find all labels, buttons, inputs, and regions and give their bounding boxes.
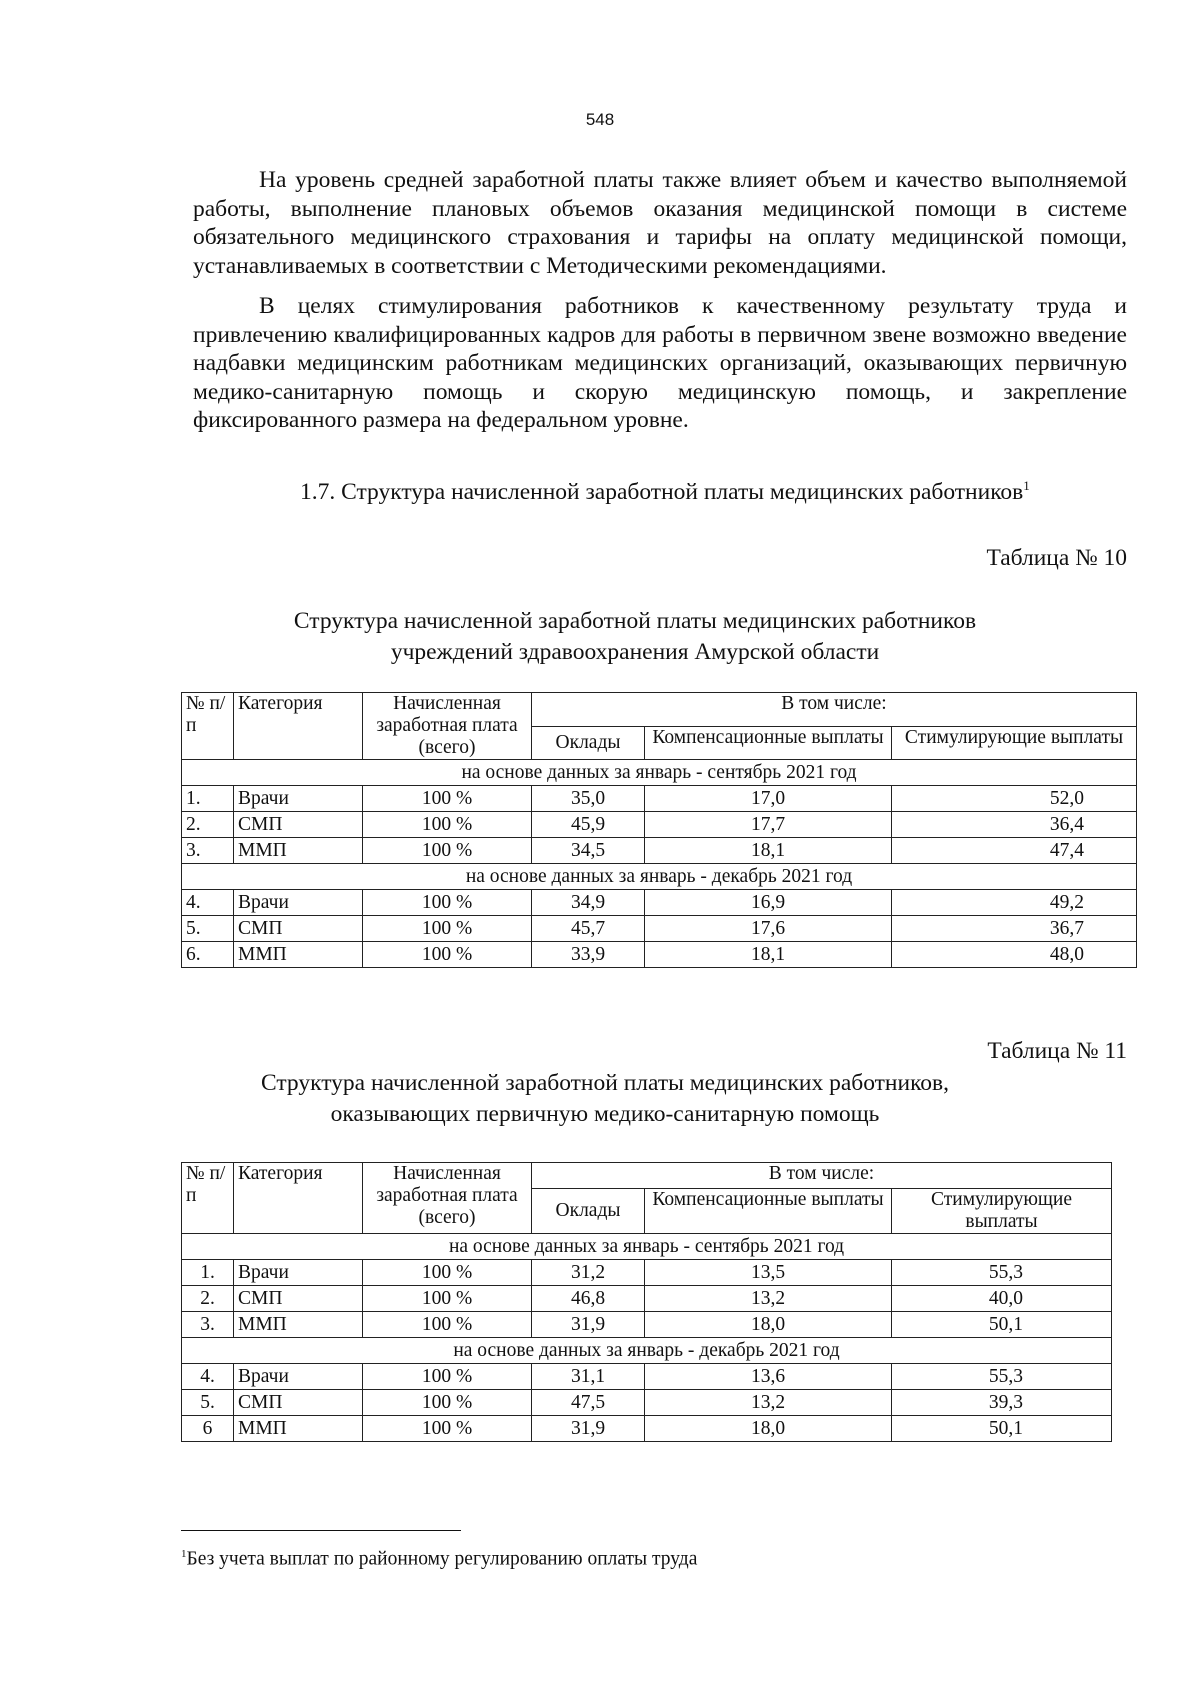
header-row <box>182 1163 1112 1189</box>
cell-total: 100 % <box>363 916 532 942</box>
table-11-label: Таблица № 11 <box>987 1038 1127 1064</box>
period-row <box>182 1338 1112 1364</box>
cell-salaries: 45,7 <box>532 916 645 942</box>
period-row <box>182 864 1137 890</box>
period-row <box>182 1234 1112 1260</box>
paragraph-1 <box>193 166 1127 280</box>
cell-total: 100 % <box>363 1416 532 1442</box>
header-incentive: Стимулирующие выплаты <box>892 1189 1112 1234</box>
cell-salaries: 31,1 <box>532 1364 645 1390</box>
header-total: Начисленная заработная плата (всего) <box>363 693 532 760</box>
cell-incentive: 49,2 <box>892 890 1137 916</box>
cell-category: СМП <box>234 1286 363 1312</box>
cell-total: 100 % <box>363 1260 532 1286</box>
period-label: на основе данных за январь - сентябрь 2021 год <box>182 760 1137 786</box>
table-11 <box>181 1162 1112 1442</box>
caption-line: Структура начисленной заработной платы медицинских работников, <box>260 1070 950 1096</box>
cell-num: 6 <box>182 1416 234 1442</box>
cell-incentive: 50,1 <box>892 1312 1112 1338</box>
table-row <box>182 1416 1112 1442</box>
period-label: на основе данных за январь - декабрь 2021 год <box>182 1338 1112 1364</box>
header-compensation: Компенсационные выплаты <box>645 726 892 760</box>
table-row <box>182 942 1137 968</box>
cell-category: Врачи <box>234 1260 363 1286</box>
table-row <box>182 1260 1112 1286</box>
cell-compensation: 18,0 <box>645 1312 892 1338</box>
header-category: Категория <box>234 1163 363 1234</box>
cell-category: ММП <box>234 1312 363 1338</box>
cell-num: 1. <box>182 786 234 812</box>
table-11-caption <box>5 1068 1200 1130</box>
cell-incentive: 36,7 <box>892 916 1137 942</box>
cell-compensation: 17,0 <box>645 786 892 812</box>
cell-incentive: 50,1 <box>892 1416 1112 1442</box>
header-category: Категория <box>234 693 363 760</box>
cell-salaries: 47,5 <box>532 1390 645 1416</box>
footnote-reference: 1 <box>1023 478 1030 493</box>
cell-salaries: 46,8 <box>532 1286 645 1312</box>
cell-compensation: 18,1 <box>645 942 892 968</box>
table-row <box>182 916 1137 942</box>
cell-compensation: 13,6 <box>645 1364 892 1390</box>
cell-incentive: 39,3 <box>892 1390 1112 1416</box>
caption-line: оказывающих первичную медико-санитарную помощь <box>330 1101 880 1127</box>
header-num: № п/п <box>182 693 234 760</box>
header-including: В том числе: <box>532 1163 1112 1189</box>
cell-compensation: 17,6 <box>645 916 892 942</box>
cell-incentive: 47,4 <box>892 838 1137 864</box>
cell-total: 100 % <box>363 1286 532 1312</box>
cell-category: ММП <box>234 942 363 968</box>
cell-salaries: 31,9 <box>532 1416 645 1442</box>
table-row <box>182 812 1137 838</box>
table-row <box>182 1312 1112 1338</box>
cell-num: 3. <box>182 838 234 864</box>
cell-salaries: 34,9 <box>532 890 645 916</box>
cell-total: 100 % <box>363 942 532 968</box>
period-row <box>182 760 1137 786</box>
cell-compensation: 18,1 <box>645 838 892 864</box>
cell-compensation: 13,2 <box>645 1286 892 1312</box>
cell-incentive: 55,3 <box>892 1364 1112 1390</box>
cell-total: 100 % <box>363 1364 532 1390</box>
table-row <box>182 1390 1112 1416</box>
header-incentive: Стимулирующие выплаты <box>892 726 1137 760</box>
cell-salaries: 45,9 <box>532 812 645 838</box>
cell-compensation: 16,9 <box>645 890 892 916</box>
cell-compensation: 18,0 <box>645 1416 892 1442</box>
cell-total: 100 % <box>363 890 532 916</box>
header-total: Начисленная заработная плата (всего) <box>363 1163 532 1234</box>
paragraph-text: В целях стимулирования работников к качественному результату труда и привлечению квалифицированных кадров для работы в первичном звене возможно введение надбавки медицинским работникам медицинских организаций, оказывающих первичную медико-санитарную помощь и скорую медицинскую помощь, и закрепление фиксированного размера на федеральном уровне. <box>193 293 1127 434</box>
table-row <box>182 786 1137 812</box>
section-title <box>300 478 1030 506</box>
cell-num: 3. <box>182 1312 234 1338</box>
period-label: на основе данных за январь - сентябрь 2021 год <box>182 1234 1112 1260</box>
cell-total: 100 % <box>363 838 532 864</box>
cell-salaries: 31,9 <box>532 1312 645 1338</box>
footnote <box>181 1548 697 1571</box>
header-salaries: Оклады <box>532 1189 645 1234</box>
table-row <box>182 1364 1112 1390</box>
cell-incentive: 52,0 <box>892 786 1137 812</box>
cell-num: 2. <box>182 812 234 838</box>
cell-num: 6. <box>182 942 234 968</box>
period-label: на основе данных за январь - декабрь 2021 год <box>182 864 1137 890</box>
cell-num: 2. <box>182 1286 234 1312</box>
header-compensation: Компенсационные выплаты <box>645 1189 892 1234</box>
cell-category: СМП <box>234 812 363 838</box>
header-row <box>182 693 1137 727</box>
cell-salaries: 34,5 <box>532 838 645 864</box>
section-title-text: 1.7. Структура начисленной заработной платы медицинских работников <box>300 478 1024 505</box>
footnote-text: Без учета выплат по районному регулированию оплаты труда <box>186 1548 698 1570</box>
cell-salaries: 31,2 <box>532 1260 645 1286</box>
caption-line: учреждений здравоохранения Амурской области <box>390 639 880 665</box>
cell-total: 100 % <box>363 786 532 812</box>
cell-num: 5. <box>182 1390 234 1416</box>
cell-category: Врачи <box>234 1364 363 1390</box>
table-row <box>182 890 1137 916</box>
cell-salaries: 33,9 <box>532 942 645 968</box>
header-including: В том числе: <box>532 693 1137 727</box>
header-salaries: Оклады <box>532 726 645 760</box>
cell-category: СМП <box>234 1390 363 1416</box>
cell-num: 4. <box>182 1364 234 1390</box>
cell-num: 1. <box>182 1260 234 1286</box>
cell-category: ММП <box>234 838 363 864</box>
table-10 <box>181 692 1137 968</box>
cell-num: 4. <box>182 890 234 916</box>
page-number: 548 <box>585 110 615 129</box>
cell-compensation: 17,7 <box>645 812 892 838</box>
cell-num: 5. <box>182 916 234 942</box>
cell-category: Врачи <box>234 786 363 812</box>
table-10-caption <box>35 606 1200 668</box>
paragraph-text: На уровень средней заработной платы также влияет объем и качество выполняемой работы, выполнение плановых объемов оказания медицинской помощи в системе обязательного медицинского страхования и тарифы на оплату медицинской помощи, устанавливаемых в соответствии с Методическими рекомендациями. <box>193 167 1127 279</box>
cell-total: 100 % <box>363 1390 532 1416</box>
cell-compensation: 13,5 <box>645 1260 892 1286</box>
caption-line: Структура начисленной заработной платы медицинских работников <box>293 608 977 634</box>
footnote-divider <box>181 1530 461 1531</box>
cell-total: 100 % <box>363 1312 532 1338</box>
cell-incentive: 48,0 <box>892 942 1137 968</box>
paragraph-2 <box>193 292 1127 435</box>
cell-category: СМП <box>234 916 363 942</box>
cell-incentive: 40,0 <box>892 1286 1112 1312</box>
cell-category: ММП <box>234 1416 363 1442</box>
cell-salaries: 35,0 <box>532 786 645 812</box>
footnote-mark: 1 <box>181 1548 187 1560</box>
cell-compensation: 13,2 <box>645 1390 892 1416</box>
table-10-label: Таблица № 10 <box>986 545 1127 571</box>
header-num: № п/п <box>182 1163 234 1234</box>
cell-total: 100 % <box>363 812 532 838</box>
cell-incentive: 55,3 <box>892 1260 1112 1286</box>
cell-incentive: 36,4 <box>892 812 1137 838</box>
cell-category: Врачи <box>234 890 363 916</box>
table-row <box>182 838 1137 864</box>
table-row <box>182 1286 1112 1312</box>
